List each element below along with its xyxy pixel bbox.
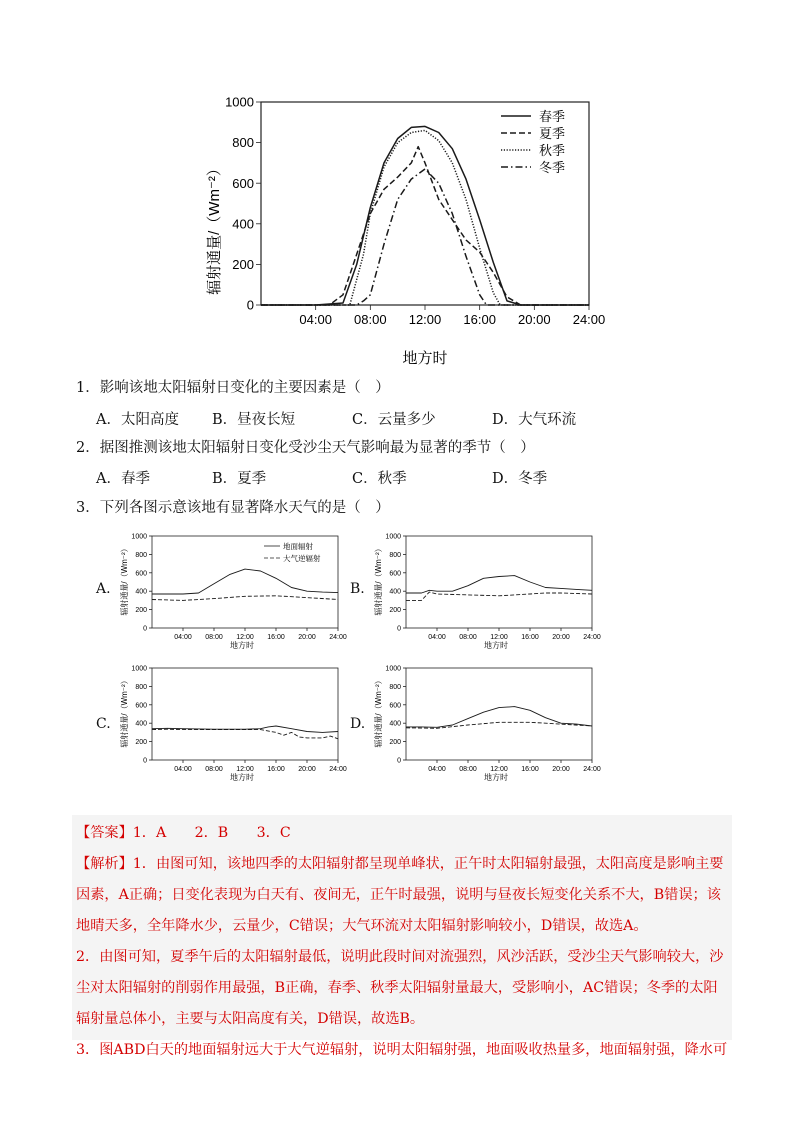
plot-frame <box>152 668 338 760</box>
legend-label: 夏季 <box>539 126 566 141</box>
x-tick-label: 16:00 <box>521 634 539 641</box>
q3-label-a: A. <box>96 581 111 597</box>
y-tick-label: 600 <box>232 175 254 191</box>
legend-atmos-counter-radiation: 大气逆辐射 <box>283 554 321 563</box>
x-tick-label: 04:00 <box>428 634 446 641</box>
q1-option-c: C．云量多少 <box>352 412 436 428</box>
x-tick-label: 24:00 <box>572 312 606 327</box>
small-chart-d <box>372 662 602 784</box>
legend-label: 冬季 <box>539 160 566 175</box>
question-3: 3．下列各图示意该地有显著降水天气的是（ ） <box>76 500 390 516</box>
analysis-line: 辐射量总体小，主要与太阳高度有关，D错误，故选B。 <box>76 1011 425 1027</box>
q1-option-b: B．昼夜长短 <box>212 412 296 428</box>
y-tick-label: 800 <box>232 135 254 151</box>
y-tick-label: 200 <box>135 739 147 747</box>
series-line-series-2 <box>152 729 338 739</box>
x-tick-label: 16:00 <box>267 766 285 773</box>
y-tick-label: 800 <box>135 551 147 559</box>
y-tick-label: 1000 <box>385 665 401 673</box>
q2-option-c: C．秋季 <box>352 471 407 487</box>
y-tick-label: 200 <box>389 607 401 615</box>
y-tick-label: 400 <box>232 216 254 232</box>
x-tick-label: 16:00 <box>267 634 285 641</box>
x-tick-label: 20:00 <box>518 312 551 327</box>
y-tick-label: 600 <box>135 570 147 578</box>
x-tick-label: 20:00 <box>298 634 316 641</box>
x-tick-label: 16:00 <box>521 766 539 773</box>
legend-label: 春季 <box>539 109 566 124</box>
x-tick-label: 24:00 <box>583 634 601 641</box>
x-tick-label: 24:00 <box>329 634 347 641</box>
series-line-series-2 <box>406 592 592 600</box>
plot-frame <box>406 536 592 628</box>
small-chart-a-xlabel: 地方时 <box>230 641 254 650</box>
series-line-series-1 <box>406 576 592 593</box>
legend-ground-radiation: 地面辐射 <box>283 542 313 551</box>
legend-label: 秋季 <box>539 143 566 158</box>
analysis-line: 3．图ABD白天的地面辐射远大于大气逆辐射，说明太阳辐射强，地面吸收热量多，地面辐射强，降水可 <box>76 1042 728 1058</box>
x-tick-label: 04:00 <box>428 766 446 773</box>
y-tick-label: 600 <box>135 702 147 710</box>
series-line-大气逆辐射 <box>152 596 338 601</box>
series-line-冬季 <box>261 169 589 305</box>
y-tick-label: 800 <box>135 683 147 691</box>
x-tick-label: 12:00 <box>490 766 508 773</box>
analysis-line: 尘对太阳辐射的削弱作用最强，B正确，春季、秋季太阳辐射量最大，受影响小，AC错误；冬季的太阳 <box>76 980 718 996</box>
analysis-line: 2．由图可知，夏季午后的太阳辐射最低，说明此段时间对流强烈，风沙活跃，受沙尘天气影响较大，沙 <box>76 949 724 965</box>
main-radiation-chart <box>195 88 615 373</box>
y-tick-label: 800 <box>389 551 401 559</box>
y-tick-label: 400 <box>389 720 401 728</box>
q3-label-c: C. <box>96 716 111 732</box>
plot-frame <box>406 668 592 760</box>
y-tick-label: 1000 <box>131 665 147 673</box>
y-tick-label: 600 <box>389 702 401 710</box>
y-tick-label: 1000 <box>385 533 401 541</box>
y-tick-label: 600 <box>389 570 401 578</box>
q2-option-d: D．冬季 <box>492 471 548 487</box>
y-tick-label: 800 <box>389 683 401 691</box>
small-chart-d-xlabel: 地方时 <box>484 773 508 782</box>
y-tick-label: 0 <box>246 297 254 313</box>
x-tick-label: 04:00 <box>299 312 332 327</box>
answer-line: 【答案】1．A 2．B 3．C <box>76 825 291 841</box>
y-tick-label: 200 <box>232 256 254 272</box>
main-chart-ylabel: 辐射通量/（Wm⁻²） <box>206 161 223 295</box>
y-tick-label: 0 <box>397 625 401 633</box>
analysis-line: 因素，A正确；日变化表现为白天有、夜间无，正午时最强，说明与昼夜长短变化关系不大，B错误；该 <box>76 887 721 903</box>
y-tick-label: 0 <box>143 757 147 765</box>
y-tick-label: 1000 <box>225 94 254 110</box>
small-chart-c-ylabel: 辐射通量/（Wm⁻²） <box>120 676 129 748</box>
question-1: 1．影响该地太阳辐射日变化的主要因素是（ ） <box>76 380 390 396</box>
x-tick-label: 20:00 <box>552 766 570 773</box>
x-tick-label: 20:00 <box>552 634 570 641</box>
x-tick-label: 12:00 <box>236 634 254 641</box>
analysis-line: 【解析】1．由图可知，该地四季的太阳辐射都呈现单峰状，正午时太阳辐射最强，太阳高度是影响主要 <box>76 856 724 872</box>
x-tick-label: 12:00 <box>408 312 442 327</box>
small-chart-b-xlabel: 地方时 <box>484 641 508 650</box>
x-tick-label: 04:00 <box>174 634 192 641</box>
y-tick-label: 0 <box>143 625 147 633</box>
x-tick-label: 12:00 <box>490 634 508 641</box>
analysis-line: 地晴天多，全年降水少，云量少，C错误；大气环流对太阳辐射影响较小，D错误，故选A。 <box>76 918 648 934</box>
main-chart-xlabel: 地方时 <box>402 350 448 367</box>
y-tick-label: 0 <box>397 757 401 765</box>
series-line-地面辐射 <box>152 569 338 594</box>
q3-label-d: D. <box>350 716 366 732</box>
small-chart-c <box>118 662 348 784</box>
q2-option-b: B．夏季 <box>212 471 267 487</box>
x-tick-label: 08:00 <box>459 766 477 773</box>
x-tick-label: 24:00 <box>329 766 347 773</box>
small-chart-d-ylabel: 辐射通量/（Wm⁻²） <box>374 676 383 748</box>
small-chart-b <box>372 530 602 652</box>
question-2: 2．据图推测该地太阳辐射日变化受沙尘天气影响最为显著的季节（ ） <box>76 440 535 456</box>
small-chart-c-xlabel: 地方时 <box>230 773 254 782</box>
y-tick-label: 400 <box>135 720 147 728</box>
x-tick-label: 08:00 <box>205 634 223 641</box>
y-tick-label: 200 <box>389 739 401 747</box>
x-tick-label: 04:00 <box>174 766 192 773</box>
x-tick-label: 20:00 <box>298 766 316 773</box>
small-chart-a-ylabel: 辐射通量/（Wm⁻²） <box>120 544 129 616</box>
y-tick-label: 200 <box>135 607 147 615</box>
x-tick-label: 24:00 <box>583 766 601 773</box>
x-tick-label: 08:00 <box>354 312 387 327</box>
x-tick-label: 08:00 <box>459 634 477 641</box>
x-tick-label: 12:00 <box>236 766 254 773</box>
q1-option-a: A．太阳高度 <box>96 412 179 428</box>
small-chart-b-ylabel: 辐射通量/（Wm⁻²） <box>374 544 383 616</box>
q3-label-b: B. <box>350 581 365 597</box>
y-tick-label: 400 <box>389 588 401 596</box>
x-tick-label: 16:00 <box>463 312 496 327</box>
y-tick-label: 1000 <box>131 533 147 541</box>
x-tick-label: 08:00 <box>205 766 223 773</box>
y-tick-label: 400 <box>135 588 147 596</box>
small-chart-a <box>118 530 348 652</box>
q1-option-d: D．大气环流 <box>492 412 577 428</box>
q2-option-a: A．春季 <box>96 471 150 487</box>
